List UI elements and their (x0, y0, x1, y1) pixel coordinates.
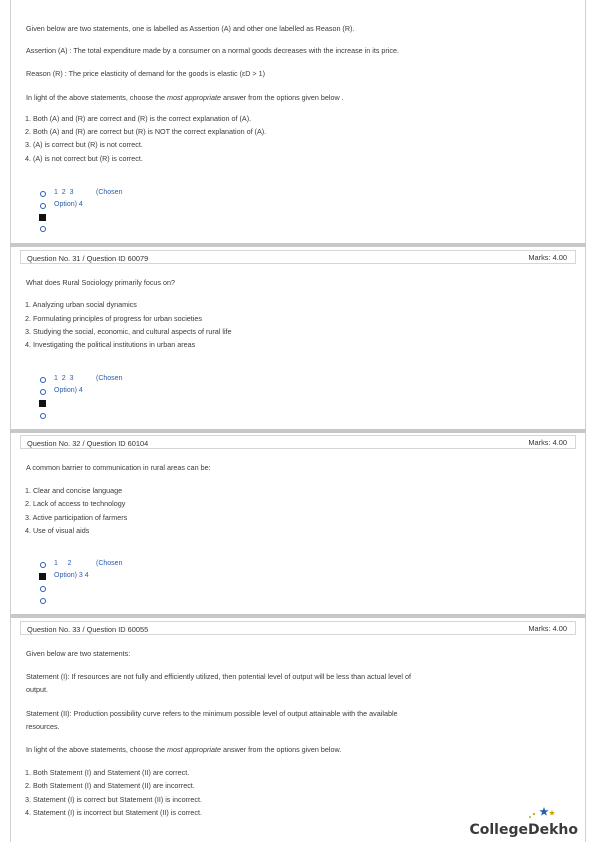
q30-instruction (26, 93, 344, 103)
q31-radio-4[interactable] (40, 413, 46, 419)
q33-instruction (26, 745, 341, 755)
q32-radio-1[interactable] (40, 562, 46, 568)
q31-chosen-label: (Chosen (96, 375, 123, 382)
q30-intro: Given below are two statements, one is labelled as Assertion (A) and other one labelled as Reason (R). (26, 24, 355, 33)
q31-option-1: 1. Analyzing urban social dynamics (25, 300, 137, 309)
marks-label: Marks: 4.00 (528, 438, 567, 447)
q33-statement-1-line-1: Statement (I): If resources are not fully and efficiently utilized, then potential level of output will be less than actual level of (26, 672, 412, 681)
q33-header (20, 621, 576, 635)
instruction-text: In light of the above statements, choose the (26, 745, 168, 754)
q32-chosen-option (54, 572, 89, 579)
q32-question: A common barrier to communication in rural areas can be: (26, 463, 211, 472)
q33-option-4: 4. Statement (I) is incorrect but Statement (II) is correct. (25, 808, 202, 817)
q31-answer-numbers: 1 2 3 (54, 375, 74, 382)
q30-answer-numbers: 1 2 3 (54, 189, 74, 196)
q30-option-2: 2. Both (A) and (R) are correct but (R) is NOT the correct explanation of (A). (25, 127, 267, 136)
q32-option-4: 4. Use of visual aids (25, 526, 90, 535)
q32-radio-3[interactable] (40, 586, 46, 592)
q31-option-4: 4. Investigating the political institutions in urban areas (25, 340, 196, 349)
q31-chosen-option (54, 387, 83, 394)
q31-radio-2[interactable] (40, 389, 46, 395)
q31-selected-marker (39, 400, 46, 407)
q32-selected-marker (39, 573, 46, 580)
q32-option-1: 1. Clear and concise language (25, 486, 123, 495)
q30-chosen-label: (Chosen (96, 189, 123, 196)
question-id: Question No. 31 / Question ID 60079 (27, 254, 149, 263)
option-text: Option) 4 (54, 201, 83, 208)
question-id: Question No. 32 / Question ID 60104 (27, 439, 149, 448)
instruction-text: answer from the options given below . (220, 93, 344, 102)
q33-intro: Given below are two statements: (26, 649, 131, 658)
marks-label: Marks: 4.00 (528, 253, 567, 262)
question-id: Question No. 33 / Question ID 60055 (27, 625, 149, 634)
instruction-emphasis: most appropriate (167, 93, 221, 102)
q30-option-4: 4. (A) is not correct but (R) is correct. (25, 154, 143, 163)
option-text: Option) 3 4 (54, 572, 89, 579)
question-card-32 (10, 433, 586, 614)
question-card-31 (10, 247, 586, 429)
q30-selected-marker (39, 214, 46, 221)
option-text: Option) 4 (54, 387, 83, 394)
q31-radio-1[interactable] (40, 377, 46, 383)
logo-stars-icon (526, 806, 556, 820)
q30-radio-4[interactable] (40, 226, 46, 232)
q32-option-2: 2. Lack of access to technology (25, 499, 126, 508)
q32-answer-numbers: 1 2 (54, 560, 72, 567)
instruction-emphasis: most appropriate (167, 745, 221, 754)
instruction-text: In light of the above statements, choose the (26, 93, 168, 102)
q33-option-1: 1. Both Statement (I) and Statement (II) are correct. (25, 768, 190, 777)
q32-chosen-label: (Chosen (96, 560, 123, 567)
marks-label: Marks: 4.00 (528, 624, 567, 633)
q32-radio-4[interactable] (40, 598, 46, 604)
q33-option-2: 2. Both Statement (I) and Statement (II) are incorrect. (25, 781, 195, 790)
q31-option-2: 2. Formulating principles of progress for urban societies (25, 314, 202, 323)
q32-option-3: 3. Active participation of farmers (25, 513, 128, 522)
q30-option-3: 3. (A) is correct but (R) is not correct. (25, 140, 143, 149)
q31-header (20, 250, 576, 264)
q31-option-3: 3. Studying the social, economic, and cultural aspects of rural life (25, 327, 232, 336)
q30-assertion: Assertion (A) : The total expenditure made by a consumer on a normal goods decreases with the increase in its price. (26, 46, 400, 55)
q33-option-3: 3. Statement (I) is correct but Statement (II) is incorrect. (25, 795, 202, 804)
q30-radio-1[interactable] (40, 191, 46, 197)
q30-chosen-option (54, 201, 83, 208)
q30-option-1: 1. Both (A) and (R) are correct and (R) is the correct explanation of (A). (25, 114, 252, 123)
collegedekho-logo: CollegeDekho (469, 822, 578, 838)
q30-radio-2[interactable] (40, 203, 46, 209)
q33-statement-2-line-1: Statement (II): Production possibility curve refers to the minimum possible level of output attainable with the available (26, 709, 398, 718)
instruction-text: answer from the options given below. (220, 745, 342, 754)
q33-statement-1-line-2: output. (26, 685, 48, 694)
q33-statement-2-line-2: resources. (26, 722, 60, 731)
q32-header (20, 435, 576, 449)
q31-question: What does Rural Sociology primarily focus on? (26, 278, 176, 287)
q30-reason: Reason (R) : The price elasticity of demand for the goods is elastic (εD > 1) (26, 69, 265, 78)
